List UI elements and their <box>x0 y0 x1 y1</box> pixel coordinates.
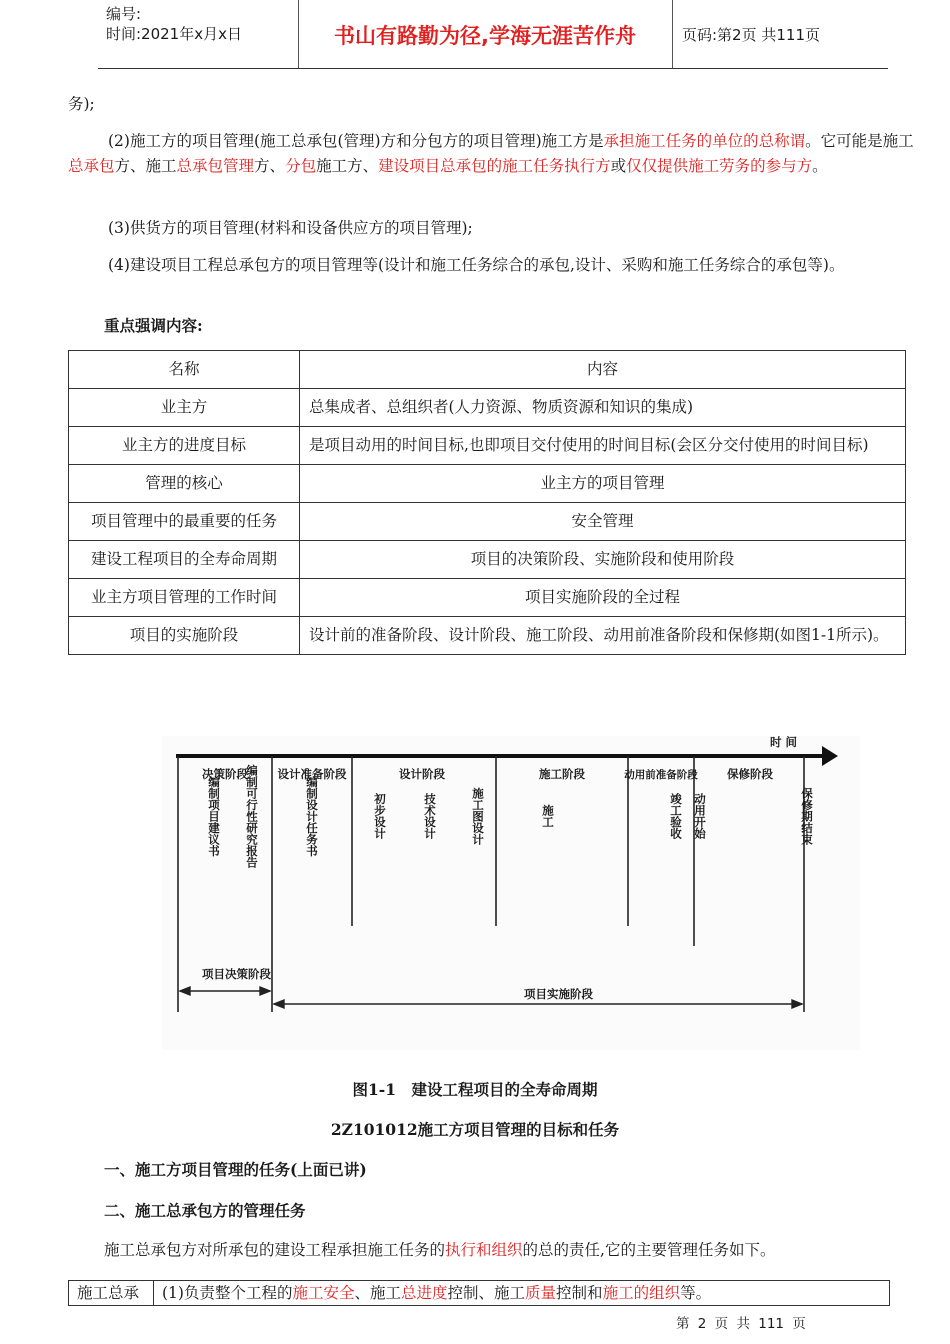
table-row <box>69 465 906 503</box>
figure-caption: 图1-1 建设工程项目的全寿命周期 <box>352 1080 598 1099</box>
header-meta <box>106 4 242 44</box>
text-run: 。它可能是施工 <box>805 132 914 150</box>
text-run: 控制、施工 <box>447 1284 526 1302</box>
impl-span-label: 项目实施阶段 <box>524 987 593 1001</box>
phase-pre-use: 动用前准备阶段 <box>624 769 698 781</box>
table-cell-content: 总集成者、总组织者(人力资源、物质资源和知识的集成) <box>300 389 906 427</box>
table-cell-content: 业主方的项目管理 <box>300 465 906 503</box>
task-completion-acceptance: 竣工验收 <box>669 793 683 839</box>
text-run: 控制和 <box>556 1284 603 1302</box>
highlight-text: 执行和组织 <box>445 1241 523 1259</box>
text-run: 、施工 <box>354 1284 401 1302</box>
text-run: 的总的责任,它的主要管理任务如下。 <box>522 1241 776 1259</box>
table-cell-content: 项目的决策阶段、实施阶段和使用阶段 <box>300 541 906 579</box>
phase-decision: 决策阶段 <box>202 767 248 781</box>
text-run: 施工总承包方对所承包的建设工程承担施工任务的 <box>104 1241 446 1259</box>
task-warranty-end: 保修期结束 <box>800 787 814 845</box>
highlight-text: 总承包 <box>68 157 115 175</box>
highlight-text: 仅仅提供施工劳务的参与方 <box>626 157 813 175</box>
text-run: 或 <box>610 157 627 175</box>
highlight-text: 建设项目总承包的施工任务执行方 <box>378 157 611 175</box>
highlight-text: 总承包管理 <box>176 157 255 175</box>
task-start-of-use: 动用开始 <box>693 793 707 839</box>
contractor-task-table <box>68 1280 890 1306</box>
task-construction-drawing: 施工图设计 <box>471 787 485 845</box>
table-row <box>69 389 906 427</box>
header-page-label: 页码:第2页 共111页 <box>682 26 820 44</box>
phase-design: 设计阶段 <box>399 767 445 781</box>
page-footer: 第 2 页 共 111 页 <box>676 1316 806 1332</box>
paragraph-continuation: 务); <box>68 95 95 113</box>
phase-warranty: 保修阶段 <box>727 767 773 781</box>
decision-span-label: 项目决策阶段 <box>202 967 271 981</box>
task-construction: 施工 <box>541 804 555 828</box>
phase-construction: 施工阶段 <box>539 767 585 781</box>
key-points-title: 重点强调内容: <box>104 316 203 335</box>
task-project-proposal: 编制项目建议书 <box>207 775 221 857</box>
paragraph-general-contractor <box>104 1238 904 1263</box>
page-header <box>98 0 888 69</box>
table-header-cell: 名称 <box>69 351 300 389</box>
table-cell-name: 业主方的进度目标 <box>69 427 300 465</box>
header-number-label: 编号: <box>106 5 142 23</box>
paragraph-epc: (4)建设项目工程总承包方的项目管理等(设计和施工任务综合的承包,设计、采购和施工任务综合的承包等)。 <box>108 256 845 274</box>
diagram-background <box>162 736 860 1050</box>
table-row <box>69 427 906 465</box>
task-preliminary-design: 初步设计 <box>373 793 387 839</box>
paragraph-construction-party <box>68 129 918 179</box>
highlight-text: 总进度 <box>401 1284 448 1302</box>
task-technical-design: 技术设计 <box>423 793 437 839</box>
task-design-brief: 编制设计任务书 <box>305 775 319 857</box>
highlight-text: 质量 <box>525 1284 557 1302</box>
header-divider <box>672 0 673 68</box>
table-cell-name: 建设工程项目的全寿命周期 <box>69 541 300 579</box>
paragraph-supplier: (3)供货方的项目管理(材料和设备供应方的项目管理); <box>108 219 473 237</box>
highlight-text: 分包 <box>285 157 317 175</box>
table-cell-content: 设计前的准备阶段、设计阶段、施工阶段、动用前准备阶段和保修期(如图1-1所示)。 <box>300 617 906 655</box>
highlight-text: 施工的组织 <box>602 1284 681 1302</box>
table-row <box>69 541 906 579</box>
text-run: 等。 <box>680 1284 712 1302</box>
phase-label-part: 设计准备阶段 <box>277 767 347 781</box>
task-feasibility-report: 编制可行性研究报告 <box>245 764 259 868</box>
text-run: 方、 <box>254 157 286 175</box>
table-cell-content: 项目实施阶段的全过程 <box>300 579 906 617</box>
table-header-cell: 内容 <box>300 351 906 389</box>
table-row <box>69 1281 890 1306</box>
table-cell-name: 业主方项目管理的工作时间 <box>69 579 300 617</box>
text-run: 。 <box>812 157 828 175</box>
heading-1: 一、施工方项目管理的任务(上面已讲) <box>104 1160 367 1179</box>
text-run: (1)负责整个工程的 <box>162 1284 293 1302</box>
table-row <box>69 579 906 617</box>
text-run: 方、施工 <box>114 157 177 175</box>
key-points-table <box>68 350 906 655</box>
time-label: 时 间 <box>770 736 798 749</box>
lifecycle-diagram <box>162 736 860 1050</box>
table-cell-name: 业主方 <box>69 389 300 427</box>
table-cell-content: 是项目动用的时间目标,也即项目交付使用的时间目标(会区分交付使用的时间目标) <box>300 427 906 465</box>
section-heading-code: 2Z101012施工方项目管理的目标和任务 <box>330 1120 620 1139</box>
heading-2: 二、施工总承包方的管理任务 <box>104 1201 306 1220</box>
text-run: (2)施工方的项目管理(施工总承包(管理)方和分包方的项目管理)施工方是 <box>108 132 604 150</box>
highlight-text: 施工安全 <box>292 1284 355 1302</box>
highlight-text: 承担施工任务的单位的总称谓 <box>603 132 806 150</box>
text-run: 施工方、 <box>316 157 379 175</box>
table-row <box>69 617 906 655</box>
header-time-label: 时间:2021年x月x日 <box>106 25 242 43</box>
table-cell-name: 项目管理中的最重要的任务 <box>69 503 300 541</box>
table-cell-name: 项目的实施阶段 <box>69 617 300 655</box>
header-motto: 书山有路勤为径,学海无涯苦作舟 <box>334 24 636 48</box>
table-cell-label: 施工总承 <box>69 1281 154 1306</box>
table-cell-content: 安全管理 <box>300 503 906 541</box>
table-cell-content <box>154 1281 890 1306</box>
table-header-row <box>69 351 906 389</box>
table-cell-name: 管理的核心 <box>69 465 300 503</box>
table-row <box>69 503 906 541</box>
header-divider <box>298 0 299 68</box>
